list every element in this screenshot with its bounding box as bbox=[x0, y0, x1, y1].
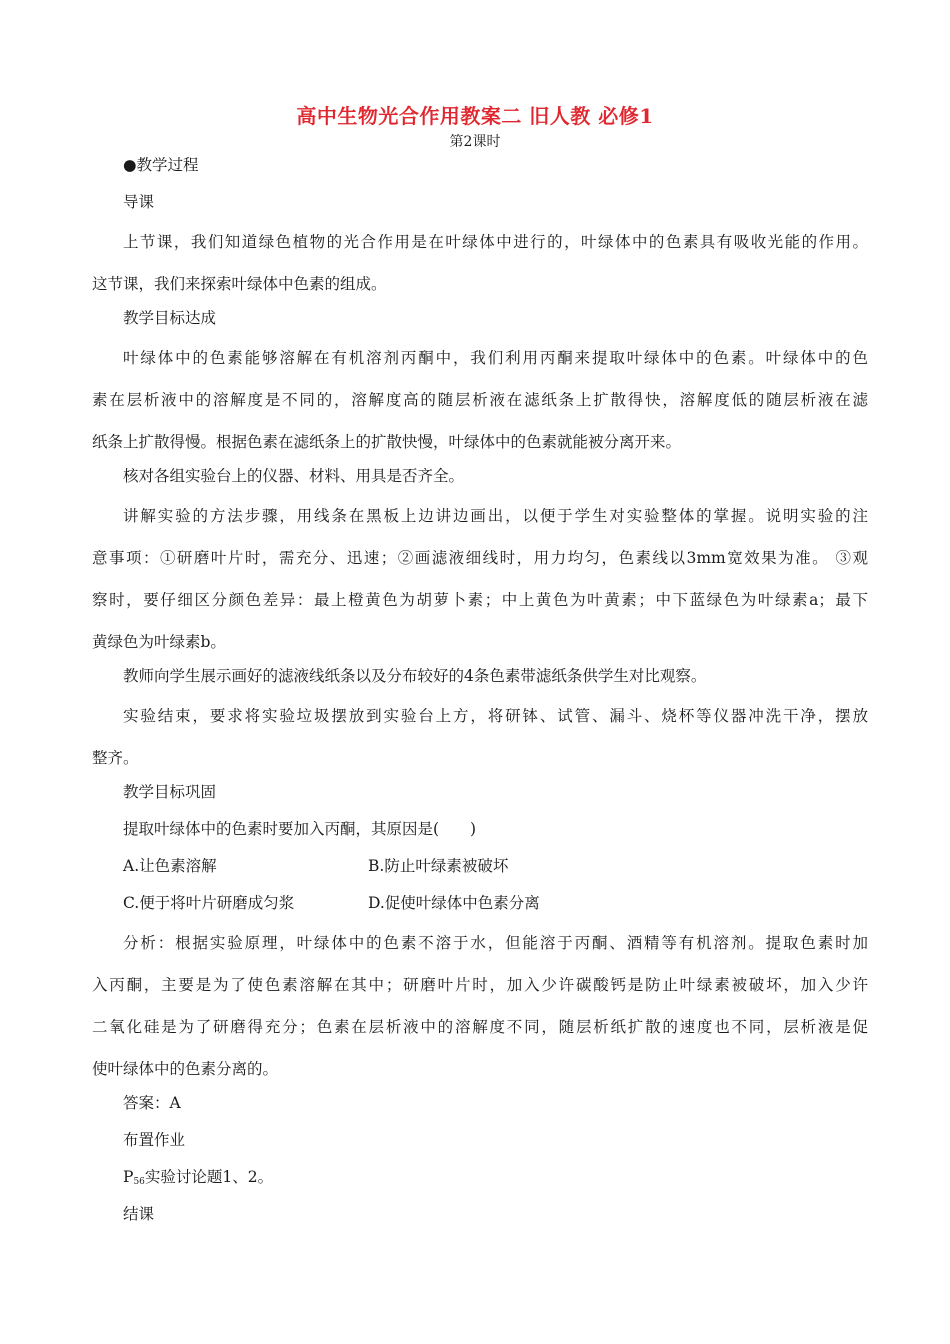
paragraph-line: 纸条上扩散得慢。根据色素在滤纸条上的扩散快慢，叶绿体中的色素就能被分离开来。 bbox=[92, 433, 682, 451]
goal-paragraph bbox=[92, 340, 868, 461]
answer-line: 答案：A bbox=[123, 1094, 181, 1112]
options-row-ab bbox=[92, 851, 868, 888]
paragraph-line: 黄绿色为叶绿素b。 bbox=[92, 633, 226, 651]
option-a: A.让色素溶解 bbox=[123, 857, 217, 875]
homework-page-prefix: P bbox=[123, 1168, 134, 1186]
homework-page-number: 56 bbox=[133, 1177, 145, 1187]
heading-homework: 布置作业 bbox=[123, 1131, 186, 1149]
option-c: C.便于将叶片研磨成匀浆 bbox=[123, 894, 295, 912]
analysis-paragraph bbox=[92, 925, 868, 1088]
paragraph-line: 实验结束，要求将实验垃圾摆放到实验台上方，将研钵、试管、漏斗、烧杯等仪器冲洗干净，摆放 bbox=[123, 707, 868, 725]
document-body bbox=[92, 150, 868, 1236]
option-d: D.促使叶绿体中色素分离 bbox=[368, 894, 540, 912]
heading-teaching-process: ●教学过程 bbox=[123, 156, 199, 174]
paragraph-line: 上节课，我们知道绿色植物的光合作用是在叶绿体中进行的，叶绿体中的色素具有吸收光能的作用。 bbox=[123, 233, 868, 251]
heading-goal: 教学目标达成 bbox=[123, 309, 217, 327]
paragraph-line: 使叶绿体中的色素分离的。 bbox=[92, 1060, 279, 1078]
options-row-cd bbox=[92, 888, 868, 925]
check-line: 核对各组实验台上的仪器、材料、用具是否齐全。 bbox=[123, 467, 465, 485]
paragraph-line: 讲解实验的方法步骤，用线条在黑板上边讲边画出，以便于学生对实验整体的掌握。说明实验的注 bbox=[123, 507, 868, 525]
page-title: 高中生物光合作用教案二 旧人教 必修1 bbox=[296, 104, 654, 128]
option-b: B.防止叶绿素被破坏 bbox=[368, 857, 509, 875]
paragraph-line: 这节课，我们来探索叶绿体中色素的组成。 bbox=[92, 275, 387, 293]
paragraph-line: 整齐。 bbox=[92, 749, 139, 767]
page-subtitle: 第2课时 bbox=[449, 134, 501, 150]
paragraph-line: 意事项：①研磨叶片时，需充分、迅速；②画滤液细线时，用力均匀，色素线以3mm宽效果为准。 ③观 bbox=[92, 549, 868, 567]
paragraph-line: 素在层析液中的溶解度是不同的，溶解度高的随层析液在滤纸条上扩散得快，溶解度低的随层析液在滤 bbox=[92, 391, 868, 409]
paragraph-line: 分析：根据实验原理，叶绿体中的色素不溶于水，但能溶于丙酮、酒精等有机溶剂。提取色素时加 bbox=[123, 934, 868, 952]
heading-close: 结课 bbox=[123, 1205, 155, 1223]
paragraph-line: 入丙酮，主要是为了使色素溶解在其中；研磨叶片时，加入少许碳酸钙是防止叶绿素被破坏，加入少许 bbox=[92, 976, 868, 994]
homework-text: 实验讨论题1、2。 bbox=[144, 1168, 274, 1186]
explain-paragraph bbox=[92, 498, 868, 661]
question-text: 提取叶绿体中的色素时要加入丙酮，其原因是( ) bbox=[123, 820, 477, 838]
heading-intro: 导课 bbox=[123, 193, 155, 211]
end-paragraph bbox=[92, 698, 868, 777]
show-line: 教师向学生展示画好的滤液线纸条以及分布较好的4条色素带滤纸条供学生对比观察。 bbox=[123, 667, 707, 685]
paragraph-line: 察时，要仔细区分颜色差异：最上橙黄色为胡萝卜素；中上黄色为叶黄素；中下蓝绿色为叶绿素a；最下 bbox=[92, 591, 868, 609]
paragraph-line: 二氧化硅是为了研磨得充分；色素在层析液中的溶解度不同，随层析纸扩散的速度也不同，层析液是促 bbox=[92, 1018, 868, 1036]
homework-line bbox=[92, 1162, 868, 1199]
heading-consolidate: 教学目标巩固 bbox=[123, 783, 217, 801]
intro-paragraph bbox=[92, 224, 868, 303]
paragraph-line: 叶绿体中的色素能够溶解在有机溶剂丙酮中，我们利用丙酮来提取叶绿体中的色素。叶绿体中的色 bbox=[123, 349, 868, 367]
